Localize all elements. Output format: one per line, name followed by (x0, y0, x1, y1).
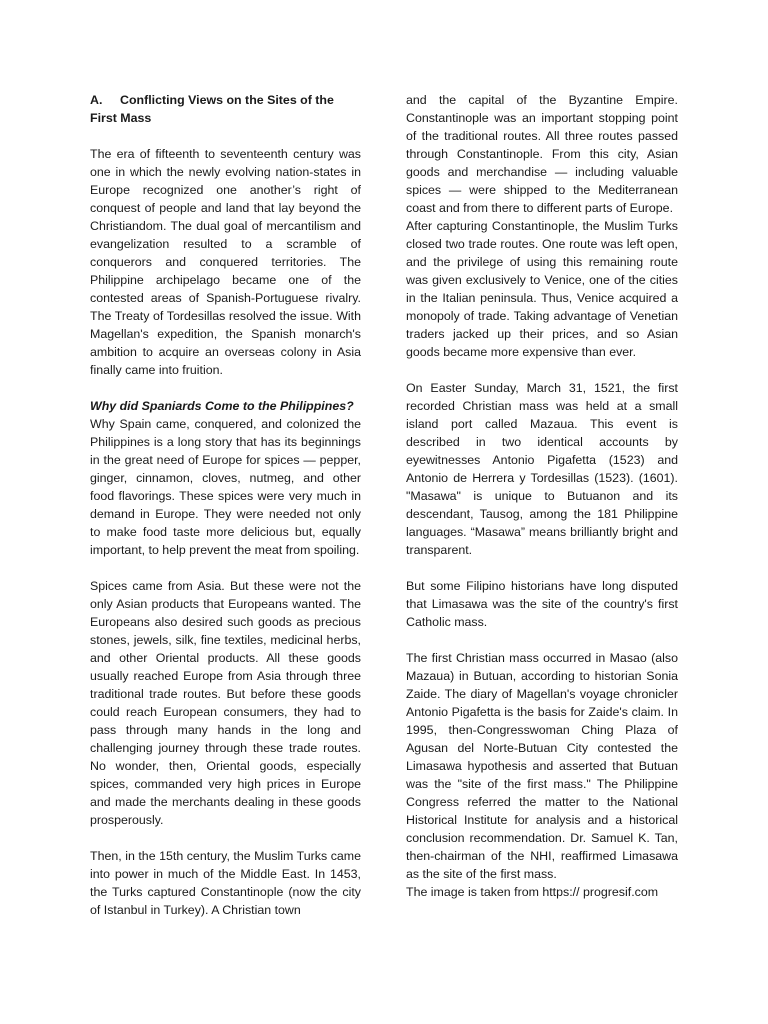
subheading: Why did Spaniards Come to the Philippines? (90, 399, 354, 413)
paragraph-asian-products: Spices came from Asia. But these were not the only Asian products that Europeans wanted. The Europeans also desired such goods as precious stones, jewels, silk, fine textiles, medicinal herbs, and other Oriental products. All these goods usually reached Europe from Asia through three traditional trade routes. But before these goods could reach European consumers, they had to pass through many hands in the long and challenging journey through these trade routes. No wonder, then, Oriental goods, especially spices, commanded very high prices in Europe and made the merchants dealing in these goods prosperously. (90, 579, 361, 827)
paragraph-constantinople: and the capital of the Byzantine Empire. Constantinople was an important stopping point of the traditional routes. All three routes passed through Constantinople. From this city, Asian goods and merchandise — including valuable spices — were shipped to the Mediterranean coast and from there to different parts of Europe. (406, 93, 678, 215)
paragraph-muslim-turks: Then, in the 15th century, the Muslim Turks came into power in much of the Middle East. In 1453, the Turks captured Constantinople (now the city of Istanbul in Turkey). A Christian town (90, 849, 361, 917)
paragraph-disputed: But some Filipino historians have long disputed that Limasawa was the site of the country's first Catholic mass. (406, 579, 678, 629)
left-column (90, 91, 361, 919)
section-letter: A. (90, 93, 103, 107)
right-column (406, 91, 678, 901)
paragraph-easter-mass: On Easter Sunday, March 31, 1521, the first recorded Christian mass was held at a small island port called Mazaua. This event is described in two identical accounts by eyewitnesses Antonio Pigafetta (1523) and Antonio de Herrera y Tordesillas (1523). (1601). "Masawa" is unique to Butuanon and its descendant, Tausog, among the 181 Philippine languages. “Masawa” means brilliantly bright and transparent. (406, 381, 678, 557)
paragraph-spices: Why Spain came, conquered, and colonized the Philippines is a long story that has its beginnings in the great need of Europe for spices — pepper, ginger, cinnamon, cloves, nutmeg, and other food flavorings. These spices were very much in demand in Europe. They were needed not only to make food taste more delicious but, equally important, to help prevent the meat from spoiling. (90, 417, 361, 557)
image-credit: The image is taken from https:// progresif.com (406, 885, 659, 899)
paragraph-butuan: The first Christian mass occurred in Masao (also Mazaua) in Butuan, according to historian Sonia Zaide. The diary of Magellan's voyage chronicler Antonio Pigafetta is the basis for Zaide's claim. In 1995, then-Congresswoman Ching Plaza of Agusan del Norte-Butuan City contested the Limasawa hypothesis and asserted that Butuan was the "site of the first mass." The Philippine Congress referred the matter to the National Historical Institute for analysis and a historical conclusion recommendation. Dr. Samuel K. Tan, then-chairman of the NHI, reaffirmed Limasawa as the site of the first mass. (406, 651, 678, 881)
section-title: Conflicting Views on the Sites of the First Mass (90, 93, 334, 125)
paragraph-intro: The era of fifteenth to seventeenth century was one in which the newly evolving nation-states in Europe recognized one another’s right of conquest of people and land that lay beyond the Christiandom. The dual goal of mercantilism and evangelization resulted to a scramble of conquerors and conquered territories. The Philippine archipelago became one of the contested areas of Spanish-Portuguese rivalry. The Treaty of Tordesillas resolved the issue. With Magellan's expedition, the Spanish monarch's ambition to acquire an overseas colony in Asia finally came into fruition. (90, 147, 361, 377)
section-heading (90, 91, 361, 127)
paragraph-venice: After capturing Constantinople, the Muslim Turks closed two trade routes. One route was left open, and the privilege of using this remaining route was given exclusively to Venice, one of the cities in the Italian peninsula. Thus, Venice acquired a monopoly of trade. Taking advantage of Venetian traders jacked up their prices, and so Asian goods became more expensive than ever. (406, 219, 678, 359)
